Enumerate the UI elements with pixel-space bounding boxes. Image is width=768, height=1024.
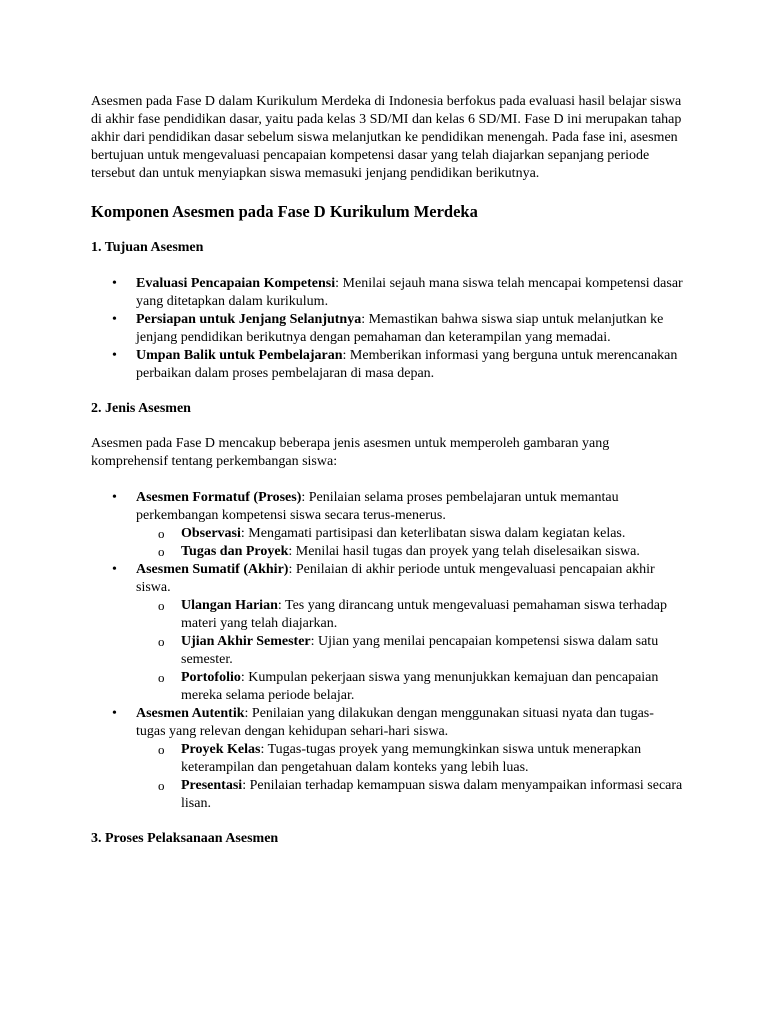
bullet-icon: • (112, 312, 117, 327)
sub-list (136, 597, 683, 705)
sub-list (136, 525, 683, 561)
item-desc: : Memberikan informasi yang berguna untuk merencanakan perbaikan dalam proses pembelajaran di masa depan. (136, 348, 678, 381)
circle-bullet-icon: o (158, 742, 165, 757)
item-term: Asesmen Autentik (136, 706, 245, 721)
bullet-icon: • (112, 562, 117, 577)
sub-list-item (136, 669, 683, 705)
sub-list (136, 741, 683, 813)
circle-bullet-icon: o (158, 598, 165, 613)
list-item (91, 347, 683, 383)
list-item (91, 311, 683, 347)
sub-item-desc: : Menilai hasil tugas dan proyek yang telah diselesaikan siswa. (288, 544, 640, 559)
sub-list-item (136, 633, 683, 669)
circle-bullet-icon: o (158, 634, 165, 649)
list-item (91, 275, 683, 311)
list-item (91, 561, 683, 705)
sub-item-term: Portofolio (181, 670, 241, 685)
item-desc: : Penilaian yang dilakukan dengan menggunakan situasi nyata dan tugas-tugas yang relevan dengan kehidupan sehari-hari siswa. (136, 706, 654, 739)
list-item (91, 705, 683, 813)
jenis-list (91, 489, 683, 813)
sub-item-desc: : Tugas-tugas proyek yang memungkinkan siswa untuk menerapkan keterampilan dan pengetahuan dalam konteks yang lebih luas. (181, 742, 642, 775)
item-term: Asesmen Formatuf (Proses) (136, 490, 302, 505)
sub-item-term: Presentasi (181, 778, 243, 793)
item-desc: : Memastikan bahwa siswa siap untuk melanjutkan ke jenjang pendidikan berikutnya dengan pemahaman dan keterampilan yang memadai. (136, 312, 664, 345)
intro-paragraph: Asesmen pada Fase D dalam Kurikulum Merdeka di Indonesia berfokus pada evaluasi hasil belajar siswa di akhir fase pendidikan dasar, yaitu pada kelas 3 SD/MI dan kelas 6 SD/MI. Fase D ini merupakan tahap akhir dari pendidikan dasar sebelum siswa melanjutkan ke pendidikan menengah. Pada fase ini, asesmen bertujuan untuk mengevaluasi pencapaian kompetensi dasar yang telah diajarkan sepanjang periode tersebut dan untuk menyiapkan siswa memasuki jenjang pendidikan berikutnya. (91, 94, 682, 181)
sub-item-term: Tugas dan Proyek (181, 544, 289, 559)
main-heading: Komponen Asesmen pada Fase D Kurikulum Merdeka (91, 202, 478, 221)
tujuan-list (91, 275, 683, 383)
item-term: Asesmen Sumatif (Akhir) (136, 562, 289, 577)
sub-item-term: Observasi (181, 526, 241, 541)
jenis-intro-paragraph: Asesmen pada Fase D mencakup beberapa jenis asesmen untuk memperoleh gambaran yang komprehensif tentang perkembangan siswa: (91, 436, 610, 469)
sub-list-item (136, 741, 683, 777)
item-term: Umpan Balik untuk Pembelajaran (136, 348, 343, 363)
circle-bullet-icon: o (158, 544, 165, 559)
sub-item-desc: : Mengamati partisipasi dan keterlibatan siswa dalam kegiatan kelas. (240, 526, 626, 541)
sub-item-term: Ujian Akhir Semester (181, 634, 311, 649)
sub-list-item (136, 543, 683, 561)
item-desc: : Penilaian selama proses pembelajaran untuk memantau perkembangan kompetensi siswa secara terus-menerus. (136, 490, 619, 523)
item-term: Evaluasi Pencapaian Kompetensi (136, 276, 336, 291)
sub-list-item (136, 597, 683, 633)
sub-item-desc: : Kumpulan pekerjaan siswa yang menunjukkan kemajuan dan pencapaian mereka selama periode belajar. (181, 670, 659, 703)
item-desc: : Penilaian di akhir periode untuk mengevaluasi pencapaian akhir siswa. (136, 562, 655, 595)
sub-item-term: Proyek Kelas (181, 742, 261, 757)
circle-bullet-icon: o (158, 526, 165, 541)
sub-list-item (136, 777, 683, 813)
item-term: Persiapan untuk Jenjang Selanjutnya (136, 312, 362, 327)
bullet-icon: • (112, 348, 117, 363)
sub-list-item (136, 525, 683, 543)
section-heading-proses: 3. Proses Pelaksanaan Asesmen (91, 831, 279, 846)
sub-item-desc: : Penilaian terhadap kemampuan siswa dalam menyampaikan informasi secara lisan. (181, 778, 683, 811)
item-desc: : Menilai sejauh mana siswa telah mencapai kompetensi dasar yang ditetapkan dalam kurikulum. (136, 276, 683, 309)
circle-bullet-icon: o (158, 778, 165, 793)
section-heading-tujuan: 1. Tujuan Asesmen (91, 240, 204, 255)
sub-item-term: Ulangan Harian (181, 598, 278, 613)
bullet-icon: • (112, 490, 117, 505)
sub-item-desc: : Tes yang dirancang untuk mengevaluasi pemahaman siswa terhadap materi yang telah diajarkan. (181, 598, 667, 631)
bullet-icon: • (112, 276, 117, 291)
section-heading-jenis: 2. Jenis Asesmen (91, 401, 191, 416)
sub-item-desc: : Ujian yang menilai pencapaian kompetensi siswa dalam satu semester. (181, 634, 659, 667)
circle-bullet-icon: o (158, 670, 165, 685)
document-page (91, 93, 683, 848)
list-item (91, 489, 683, 561)
bullet-icon: • (112, 706, 117, 721)
